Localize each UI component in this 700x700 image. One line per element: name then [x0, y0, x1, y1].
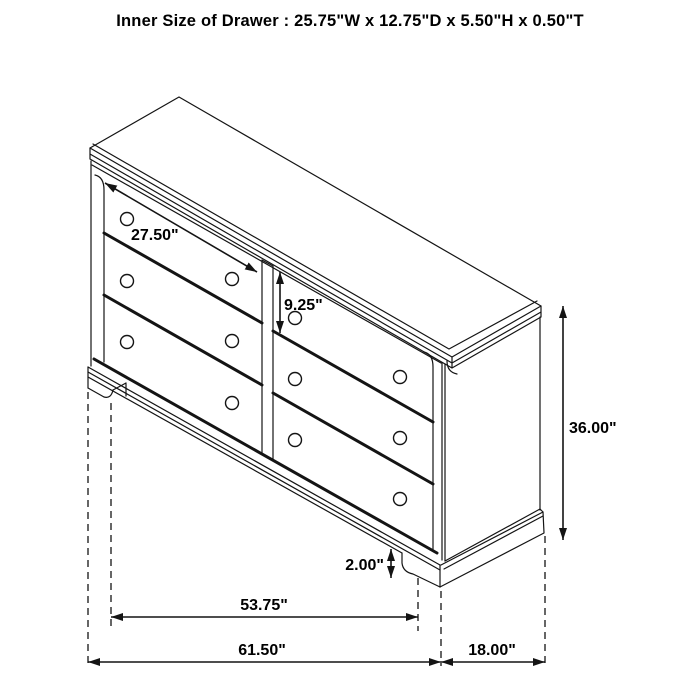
dimension-drawer-width: [105, 183, 257, 272]
drawer-knob: [226, 335, 239, 348]
dresser-case-frame: [91, 161, 540, 561]
overall-width-label: 61.50": [238, 642, 286, 659]
drawer-knob: [121, 213, 134, 226]
construction-lines: [88, 392, 545, 666]
base-height-label: 2.00": [345, 557, 384, 574]
page-title: Inner Size of Drawer : 25.75"W x 12.75"D x 5.50"H x 0.50"T: [116, 12, 584, 30]
drawer-knobs: [121, 213, 407, 506]
feet-span-label: 53.75": [240, 597, 288, 614]
drawer-knob: [226, 397, 239, 410]
dimension-overall-width: [88, 642, 441, 662]
drawer-width-label: 27.50": [131, 227, 179, 244]
drawer-knob: [226, 273, 239, 286]
drawer-knob: [394, 432, 407, 445]
drawer-knob: [289, 434, 302, 447]
overall-height-label: 36.00": [569, 420, 617, 437]
dimension-overall-depth: [441, 642, 545, 662]
drawer-knob: [121, 275, 134, 288]
drawer-knob: [121, 336, 134, 349]
drawer-knob: [289, 373, 302, 386]
dimension-base-height: [345, 549, 391, 578]
overall-depth-label: 18.00": [468, 642, 516, 659]
plinth-base: [88, 367, 544, 587]
drawer-knob: [394, 371, 407, 384]
drawer-knob: [394, 493, 407, 506]
drawer-gaps: [94, 233, 437, 553]
dimension-overall-height: [563, 306, 617, 540]
drawer-height-label: 9.25": [284, 297, 323, 314]
dimension-feet-span: [111, 597, 418, 617]
center-stile: [262, 260, 273, 460]
